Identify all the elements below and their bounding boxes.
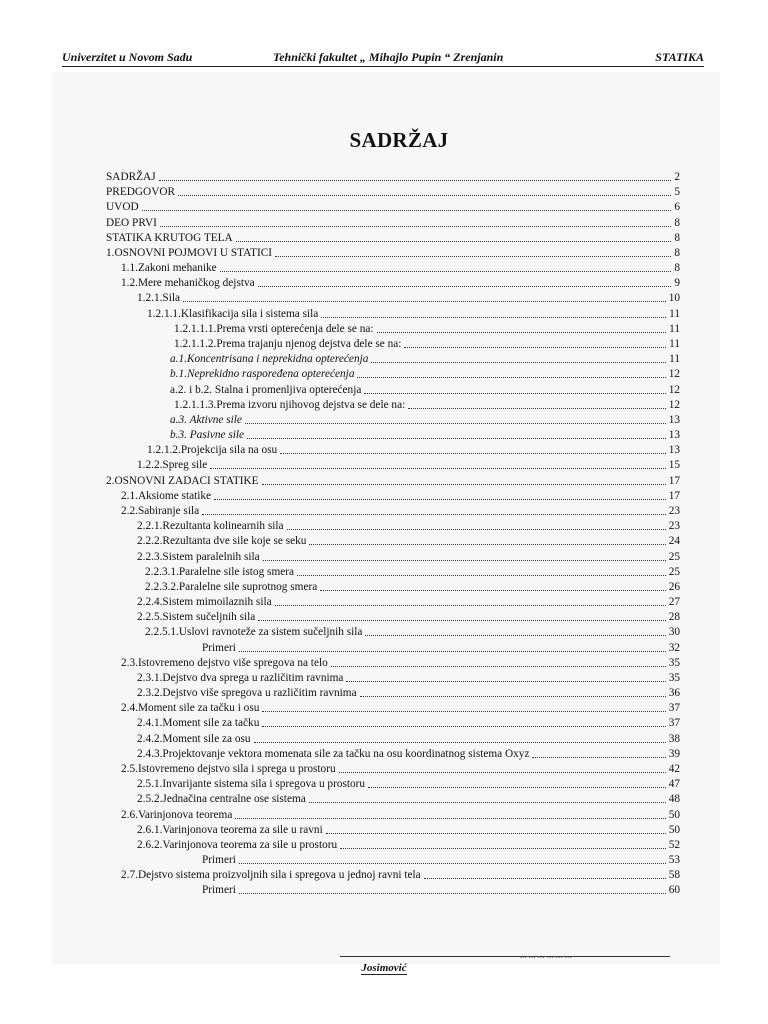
running-header: [62, 48, 704, 67]
toc-entry-label: 2.2.3.2.Paralelne sile suprotnog smera: [145, 580, 318, 593]
toc-entry-label: 1.2.2.Spreg sile: [137, 459, 208, 472]
toc-entry: [137, 458, 680, 473]
toc-entry-label: 1.2.1.1.Klasifikacija sila i sistema sila: [147, 307, 319, 320]
toc-entry-page: 8: [674, 231, 680, 244]
toc-leader-dots: [408, 398, 665, 409]
toc-entry: [170, 413, 680, 428]
toc-entry: [137, 792, 680, 807]
toc-entry-label: 2.2.4.Sistem mimoilaznih sila: [137, 596, 272, 609]
toc-entry: [121, 261, 680, 276]
toc-entry-label: a.2. i b.2. Stalna i promenljiva opterećenja: [170, 383, 362, 396]
toc-entry-page: 9: [674, 277, 680, 290]
toc-entry: [106, 231, 680, 246]
toc-leader-dots: [159, 170, 672, 181]
toc-leader-dots: [371, 352, 666, 363]
toc-entry: [202, 641, 680, 656]
toc-entry-label: 2.2.2.Rezultanta dve sile koje se seku: [137, 535, 307, 548]
toc-entry: [121, 808, 680, 823]
toc-entry-label: Primeri: [202, 854, 236, 867]
toc-entry: [137, 671, 680, 686]
toc-leader-dots: [254, 732, 666, 743]
toc-entry-page: 36: [668, 687, 680, 700]
toc-entry-label: SADRŽAJ: [106, 171, 156, 183]
toc-leader-dots: [263, 550, 666, 561]
toc-entry: [174, 322, 680, 337]
toc-entry: [147, 307, 680, 322]
toc-entry-label: 2.2.5.Sistem sučeljnih sila: [137, 611, 256, 624]
toc-entry-label: UVOD: [106, 201, 139, 214]
toc-entry: [145, 565, 680, 580]
toc-entry-page: 13: [668, 413, 680, 426]
toc-entry-label: 2.5.1.Invarijante sistema sila i spregova u prostoru: [137, 778, 366, 791]
toc-entry-label: 1.2.Mere mehaničkog dejstva: [121, 277, 255, 290]
toc-leader-dots: [220, 261, 672, 272]
toc-entry: [137, 747, 680, 762]
toc-entry-page: 11: [669, 353, 680, 366]
toc-leader-dots: [309, 534, 665, 545]
toc-entry-label: Primeri: [202, 641, 236, 654]
toc-entry: [106, 170, 680, 185]
toc-leader-dots: [532, 747, 665, 758]
toc-entry-label: 2.4.3.Projektovanje vektora momenata sile za tačku na osu koordinatnog sistema Oxyz: [137, 747, 530, 760]
header-faculty: Tehnički fakultet „ Mihajlo Pupin “ Zrenjanin: [273, 50, 504, 64]
toc-entry-page: 42: [668, 763, 680, 776]
toc-leader-dots: [309, 792, 666, 803]
toc-leader-dots: [320, 580, 665, 591]
toc-entry: [170, 428, 680, 443]
toc-leader-dots: [275, 595, 666, 606]
toc-entry-page: 11: [669, 307, 680, 320]
toc-entry-label: 2.2.5.1.Uslovi ravnoteže za sistem sučeljnih sila: [145, 626, 363, 639]
toc-leader-dots: [346, 671, 665, 682]
toc-entry-page: 47: [668, 778, 680, 791]
toc-entry-page: 2: [674, 171, 680, 183]
toc-entry-label: 1.2.1.Sila: [137, 292, 180, 305]
toc-entry-page: 24: [668, 535, 680, 548]
toc-entry-page: 8: [674, 262, 680, 275]
toc-entry-label: 2.OSNOVNI ZADACI STATIKE: [106, 474, 259, 487]
toc-entry-label: 2.6.1.Varinjonova teorema za sile u ravni: [137, 823, 323, 836]
toc-entry-page: 11: [669, 322, 680, 335]
toc-leader-dots: [340, 838, 666, 849]
toc-entry-label: 1.2.1.1.1.Prema vrsti opterećenja dele se na:: [174, 322, 374, 335]
toc-entry: [137, 519, 680, 534]
toc-entry: [121, 489, 680, 504]
toc-entry-page: 38: [668, 732, 680, 745]
toc-leader-dots: [262, 474, 666, 485]
toc-entry: [106, 185, 680, 200]
toc-entry-page: 12: [668, 398, 680, 411]
toc-leader-dots: [183, 291, 666, 302]
toc-entry-page: 25: [668, 550, 680, 563]
toc-entry-label: 2.5.2.Jednačina centralne ose sistema: [137, 793, 306, 806]
toc-leader-dots: [339, 762, 666, 773]
toc-leader-dots: [239, 883, 666, 894]
footer-faint-text: ... ... ... ... ... ...: [520, 950, 572, 960]
toc-entry-label: 1.1.Zakoni mehanike: [121, 262, 217, 275]
toc-entry: [202, 853, 680, 868]
toc-entry: [106, 474, 680, 489]
toc-entry-page: 53: [668, 854, 680, 867]
toc-leader-dots: [210, 458, 665, 469]
toc-entry-page: 15: [668, 459, 680, 472]
toc-leader-dots: [275, 246, 671, 257]
toc-entry-label: DEO PRVI: [106, 216, 157, 229]
toc-entry-page: 12: [668, 383, 680, 396]
toc-entry-label: 2.5.Istovremeno dejstvo sila i sprega u prostoru: [121, 763, 336, 776]
toc-entry-page: 5: [674, 186, 680, 199]
toc-entry-page: 35: [668, 656, 680, 669]
toc-entry-page: 8: [674, 246, 680, 259]
toc-leader-dots: [331, 656, 666, 667]
toc-leader-dots: [377, 322, 667, 333]
toc-entry-page: 23: [668, 504, 680, 517]
toc-entry-page: 52: [668, 838, 680, 851]
toc-entry-page: 27: [668, 596, 680, 609]
toc-entry-label: 2.4.1.Moment sile za tačku: [137, 717, 260, 730]
toc-leader-dots: [239, 853, 666, 864]
toc-entry: [137, 823, 680, 838]
toc-entry-page: 13: [668, 429, 680, 442]
toc-leader-dots: [262, 716, 665, 727]
toc-entry-page: 60: [668, 884, 680, 897]
footer-rule: [340, 956, 670, 957]
toc-leader-dots: [258, 610, 665, 621]
toc-entry: [137, 732, 680, 747]
toc-entry-label: a.3. Aktivne sile: [170, 413, 242, 426]
toc-entry-page: 10: [668, 292, 680, 305]
toc-entry-page: 48: [668, 793, 680, 806]
toc-entry: [137, 550, 680, 565]
toc-leader-dots: [368, 777, 666, 788]
toc-entry-page: 50: [668, 808, 680, 821]
toc-leader-dots: [247, 428, 666, 439]
toc-entry: [174, 398, 680, 413]
toc-entry: [137, 610, 680, 625]
toc-entry-label: 2.1.Aksiome statike: [121, 489, 212, 502]
toc-entry-page: 17: [668, 489, 680, 502]
toc-entry: [137, 838, 680, 853]
toc-entry: [137, 595, 680, 610]
toc-entry-label: 2.2.1.Rezultanta kolinearnih sila: [137, 520, 284, 533]
toc-entry-page: 6: [674, 201, 680, 214]
toc-entry-page: 12: [668, 368, 680, 381]
toc-entry: [145, 580, 680, 595]
toc-entry-page: 37: [668, 717, 680, 730]
toc-entry-page: 39: [668, 747, 680, 760]
toc-leader-dots: [364, 383, 665, 394]
toc-entry-page: 26: [668, 580, 680, 593]
toc-entry-label: 2.3.Istovremeno dejstvo više spregova na telo: [121, 656, 328, 669]
toc-leader-dots: [258, 276, 672, 287]
toc-entry: [147, 443, 680, 458]
toc-entry: [137, 291, 680, 306]
toc-entry: [170, 383, 680, 398]
toc-entry-page: 37: [668, 702, 680, 715]
toc-entry: [137, 686, 680, 701]
toc-entry: [174, 337, 680, 352]
toc-entry: [202, 883, 680, 898]
toc-leader-dots: [360, 686, 666, 697]
toc-entry-page: 58: [668, 869, 680, 882]
toc-entry-label: b.1.Neprekidno raspoređena opterećenja: [170, 368, 355, 381]
toc-leader-dots: [142, 200, 672, 211]
toc-entry-label: 2.7.Dejstvo sistema proizvoljnih sila i spregova u jednoj ravni tela: [121, 869, 421, 882]
toc-leader-dots: [357, 367, 665, 378]
toc-entry-page: 13: [668, 444, 680, 457]
toc-entry-label: b.3. Pasivne sile: [170, 429, 245, 442]
toc-leader-dots: [235, 808, 665, 819]
toc-entry: [137, 777, 680, 792]
toc-entry-page: 17: [668, 474, 680, 487]
toc-entry-label: STATIKA KRUTOG TELA: [106, 231, 233, 244]
toc-entry-label: 1.OSNOVNI POJMOVI U STATICI: [106, 246, 273, 259]
toc-entry-page: 11: [669, 337, 680, 350]
toc-entry-page: 30: [668, 626, 680, 639]
toc-entry: [170, 367, 680, 382]
header-subject: STATIKA: [655, 50, 704, 64]
toc-leader-dots: [236, 231, 672, 242]
toc-entry-page: 25: [668, 565, 680, 578]
toc-entry: [121, 276, 680, 291]
toc-entry-label: 2.4.2.Moment sile za osu: [137, 732, 251, 745]
toc-entry-page: 28: [668, 611, 680, 624]
toc-entry-label: 2.4.Moment sile za tačku i osu: [121, 702, 260, 715]
toc-leader-dots: [239, 641, 666, 652]
toc-entry-label: 2.2.Sabiranje sila: [121, 504, 200, 517]
toc-entry-label: 1.2.1.2.Projekcija sila na osu: [147, 444, 278, 457]
toc-entry: [145, 625, 680, 640]
toc-entry-page: 23: [668, 520, 680, 533]
toc-leader-dots: [297, 565, 666, 576]
footer-author: Josimović: [361, 962, 407, 974]
toc-leader-dots: [280, 443, 665, 454]
toc-entry-label: 2.6.Varinjonova teorema: [121, 808, 233, 821]
toc-entry: [121, 656, 680, 671]
toc-leader-dots: [262, 701, 665, 712]
toc-entry-label: 2.3.2.Dejstvo više spregova u različitim ravnima: [137, 687, 357, 700]
toc-entry: [121, 504, 680, 519]
footer: [0, 962, 768, 974]
toc-entry-label: 1.2.1.1.2.Prema trajanju njenog dejstva dele se na:: [174, 337, 402, 350]
toc-entry-page: 32: [668, 641, 680, 654]
toc-entry-label: 2.3.1.Dejstvo dva sprega u različitim ravnima: [137, 671, 344, 684]
toc-leader-dots: [178, 185, 671, 196]
toc-entry-label: 2.6.2.Varinjonova teorema za sile u prostoru: [137, 838, 338, 851]
toc-entry: [106, 246, 680, 261]
toc-entry: [121, 762, 680, 777]
toc-entry: [106, 216, 680, 231]
header-university: Univerzitet u Novom Sadu: [62, 50, 193, 64]
toc-entry: [137, 534, 680, 549]
toc-entry: [121, 868, 680, 883]
toc-entry-page: 8: [674, 216, 680, 229]
toc-entry-label: 1.2.1.1.3.Prema izvoru njihovog dejstva se dele na:: [174, 398, 406, 411]
toc-entry: [137, 716, 680, 731]
toc-entry-page: 50: [668, 823, 680, 836]
toc-leader-dots: [321, 307, 666, 318]
toc-leader-dots: [202, 504, 666, 515]
toc-entry-label: PREDGOVOR: [106, 186, 176, 199]
toc-leader-dots: [160, 216, 671, 227]
toc-leader-dots: [424, 868, 666, 879]
toc-entry-label: 2.2.3.Sistem paralelnih sila: [137, 550, 260, 563]
toc-leader-dots: [245, 413, 666, 424]
toc-leader-dots: [326, 823, 666, 834]
toc-entry-label: 2.2.3.1.Paralelne sile istog smera: [145, 565, 295, 578]
toc-entry: [106, 200, 680, 215]
toc-leader-dots: [404, 337, 666, 348]
toc-entry-label: a.1.Koncentrisana i neprekidna opterećenja: [170, 353, 369, 366]
toc-leader-dots: [287, 519, 666, 530]
toc-entry: [170, 352, 680, 367]
page-title: SADRŽAJ: [349, 128, 449, 152]
toc-entry-page: 35: [668, 671, 680, 684]
toc-leader-dots: [365, 625, 665, 636]
toc-leader-dots: [214, 489, 666, 500]
toc-entry: [121, 701, 680, 716]
toc-entry-label: Primeri: [202, 884, 236, 897]
